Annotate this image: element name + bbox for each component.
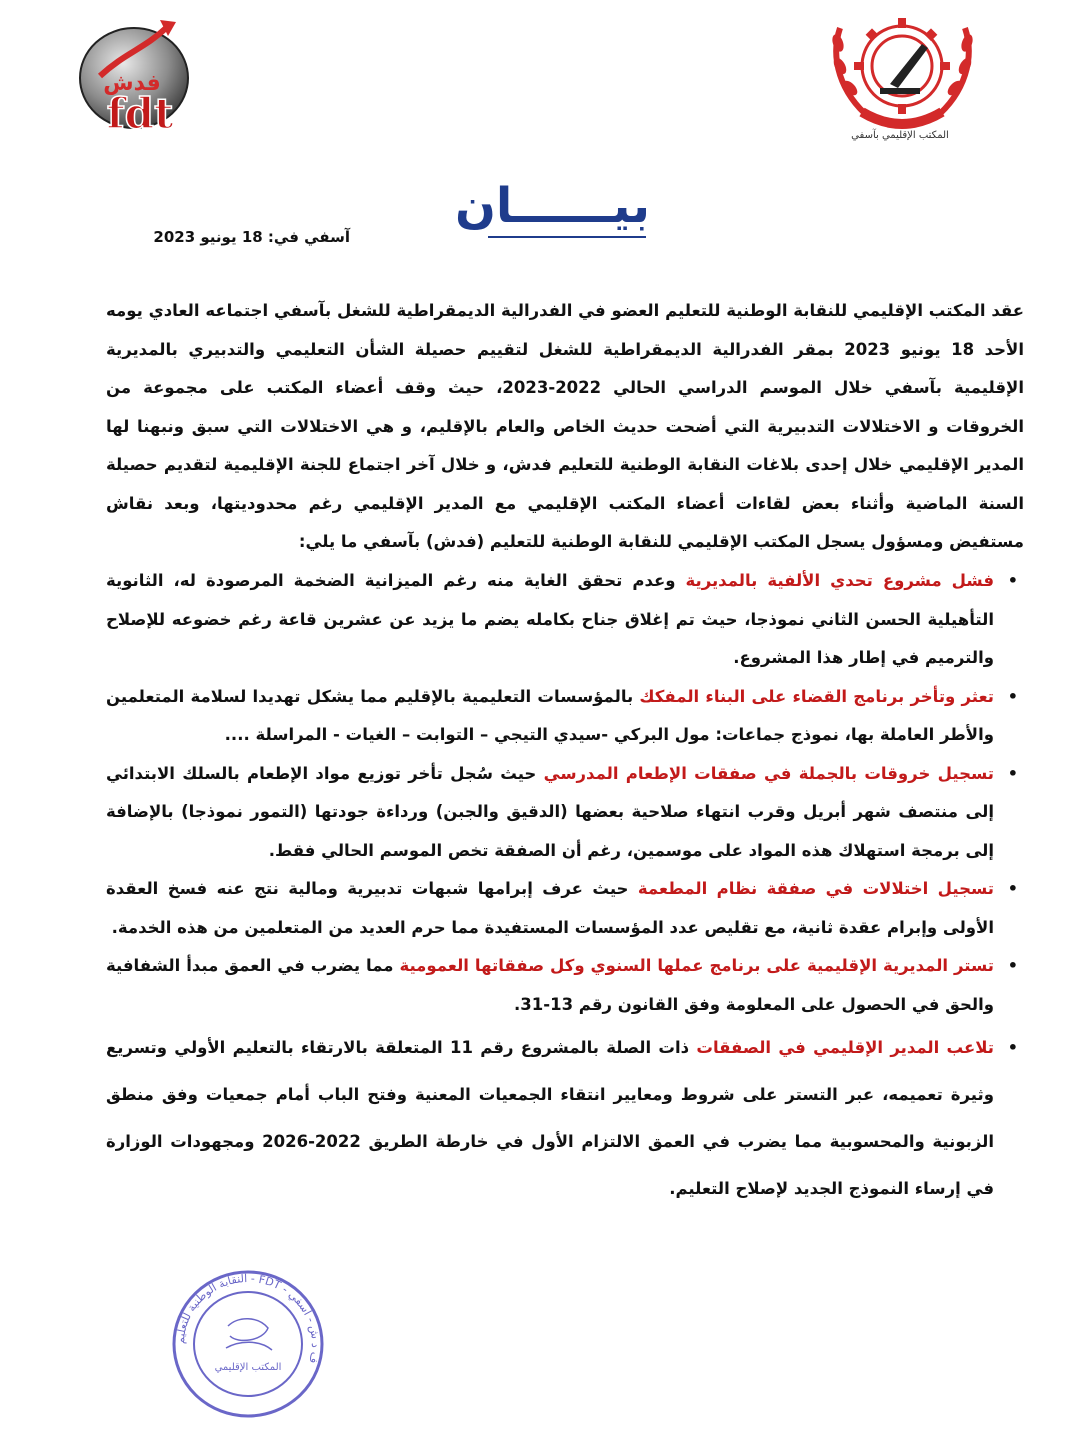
bullet-icon: • xyxy=(1007,1038,1018,1057)
item-highlight: تسجيل اختلالات في صفقة نظام المطعمة xyxy=(637,879,994,898)
document-title: بيــــــان xyxy=(454,178,650,234)
list-item xyxy=(106,678,1024,755)
document-date: آسفي في: 18 يونيو 2023 xyxy=(153,228,350,246)
logo-abbr-text: fdt xyxy=(106,89,174,138)
logo-arabic-text: فدش xyxy=(103,71,161,96)
item-text: بالمؤسسات التعليمية بالإقليم مما يشكل تهديدا لسلامة المتعلمين والأطر العاملة بها، نموذج جماعات: مول البركي -سيدي التيجي – التوابت – الغيات - المراسلة .... xyxy=(106,686,994,744)
item-highlight: تستر المديرية الإقليمية على برنامج عملها السنوي وكل صفقاتها العمومية xyxy=(399,956,994,975)
bullet-icon: • xyxy=(1007,686,1018,706)
item-highlight: تسجيل خروقات بالجملة في صفقات الإطعام المدرسي xyxy=(543,763,994,783)
stamp-center-text: المكتب الإقليمي xyxy=(214,1362,282,1373)
item-text: وعدم تحقق الغاية منه رغم الميزانية الضخمة المرصودة له، الثانوية التأهيلية الحسن الثاني نموذجا، حيث تم إغلاق جناح بكامله يضم ما يزيد عن عشرين قاعة رغم خضوعه للإصلاح والترميم في إطار هذا المشروع. xyxy=(106,571,994,667)
logo-caption: المكتب الإقليمي بآسفي xyxy=(851,130,949,141)
fdt-logo xyxy=(70,8,200,138)
findings-list xyxy=(106,562,1024,1212)
item-text: حيث عرف إبرامها شبهات تدبيرية ومالية نتج عنه فسخ العقدة الأولى وإبرام عقدة ثانية، مع تقليص عدد المؤسسات المستفيدة مما حرم العديد من المتعلمين من هذه الخدمة. xyxy=(106,879,994,937)
item-text: ذات الصلة بالمشروع رقم 11 المتعلقة بالارتقاء بالتعليم الأولي وتسريع وثيرة تعميمه، عبر التستر على شروط ومعايير انتقاء الجمعيات المعنية وفتح الباب أمام جمعيات وفق منطق الزبونية والمحسوبية مما يضرب في العمق الالتزام الأول في خارطة الطريق 2022-2026 ومجهودات الوزارة في إرساء النموذج الجديد لإصلاح التعليم. xyxy=(106,1038,994,1198)
document-body xyxy=(106,292,1024,562)
item-text: حيث سُجل تأخر توزيع مواد الإطعام بالسلك الابتدائي إلى منتصف شهر أبريل وقرب انتهاء صلاحية بعضها (الدقيق والجبن) ورداءة جودتها (التمور نموذجا) بالإضافة إلى برمجة استهلاك هذه المواد على موسمين، رغم أن الصفقة تخص الموسم الحالي فقط. xyxy=(106,763,994,860)
intro-paragraph: عقد المكتب الإقليمي للنقابة الوطنية للتعليم العضو في الفدرالية الديمقراطية للشغل بآسفي اجتماعه العادي يومه الأحد 18 يونيو 2023 بمقر الفدرالية الديمقراطية للشغل لتقييم حصيلة الشأن التعليمي والتدبيري بالمديرية الإقليمية بآسفي خلال الموسم الدراسي الحالي 2022-2023، حيث وقف أعضاء المكتب على مجموعة من الخروقات و الاختلالات التدبيرية التي أضحت حديث الخاص والعام بالإقليم، و هي الاختلالات التي سبق ونبهنا لها المدير الإقليمي خلال إحدى بلاغات النقابة الوطنية للتعليم فدش، و خلال آخر اجتماع للجنة الإقليمية لتقديم حصيلة السنة الماضية وأثناء بعض لقاءات أعضاء المكتب الإقليمي مع المدير الإقليمي رغم محدوديتها، وبعد نقاش مستفيض ومسؤول يسجل المكتب الإقليمي للنقابة الوطنية للتعليم (فدش) بآسفي ما يلي: xyxy=(106,301,1025,551)
list-item xyxy=(106,1024,1024,1212)
item-highlight: تعثر وتأخر برنامج القضاء على البناء المفكك xyxy=(639,686,994,706)
list-item xyxy=(106,947,1024,1024)
bullet-icon: • xyxy=(1007,571,1018,590)
item-highlight: فشل مشروع تحدي الألفية بالمديرية xyxy=(685,571,994,590)
bullet-icon: • xyxy=(1007,879,1018,898)
list-item xyxy=(106,562,1024,678)
stamp-ring-path: النقابة الوطنية للتعليم - FDT - ف د ش - آسفي xyxy=(173,1271,323,1365)
title-underline xyxy=(488,236,646,238)
official-stamp xyxy=(168,1266,328,1421)
list-item xyxy=(106,870,1024,947)
item-text: مما يضرب في العمق مبدأ الشفافية والحق في الحصول على المعلومة وفق القانون رقم 13-31. xyxy=(106,956,994,1014)
list-item xyxy=(106,755,1024,871)
bullet-icon: • xyxy=(1007,956,1018,975)
item-highlight: تلاعب المدير الإقليمي في الصفقات xyxy=(696,1038,995,1057)
bullet-icon: • xyxy=(1007,763,1018,783)
